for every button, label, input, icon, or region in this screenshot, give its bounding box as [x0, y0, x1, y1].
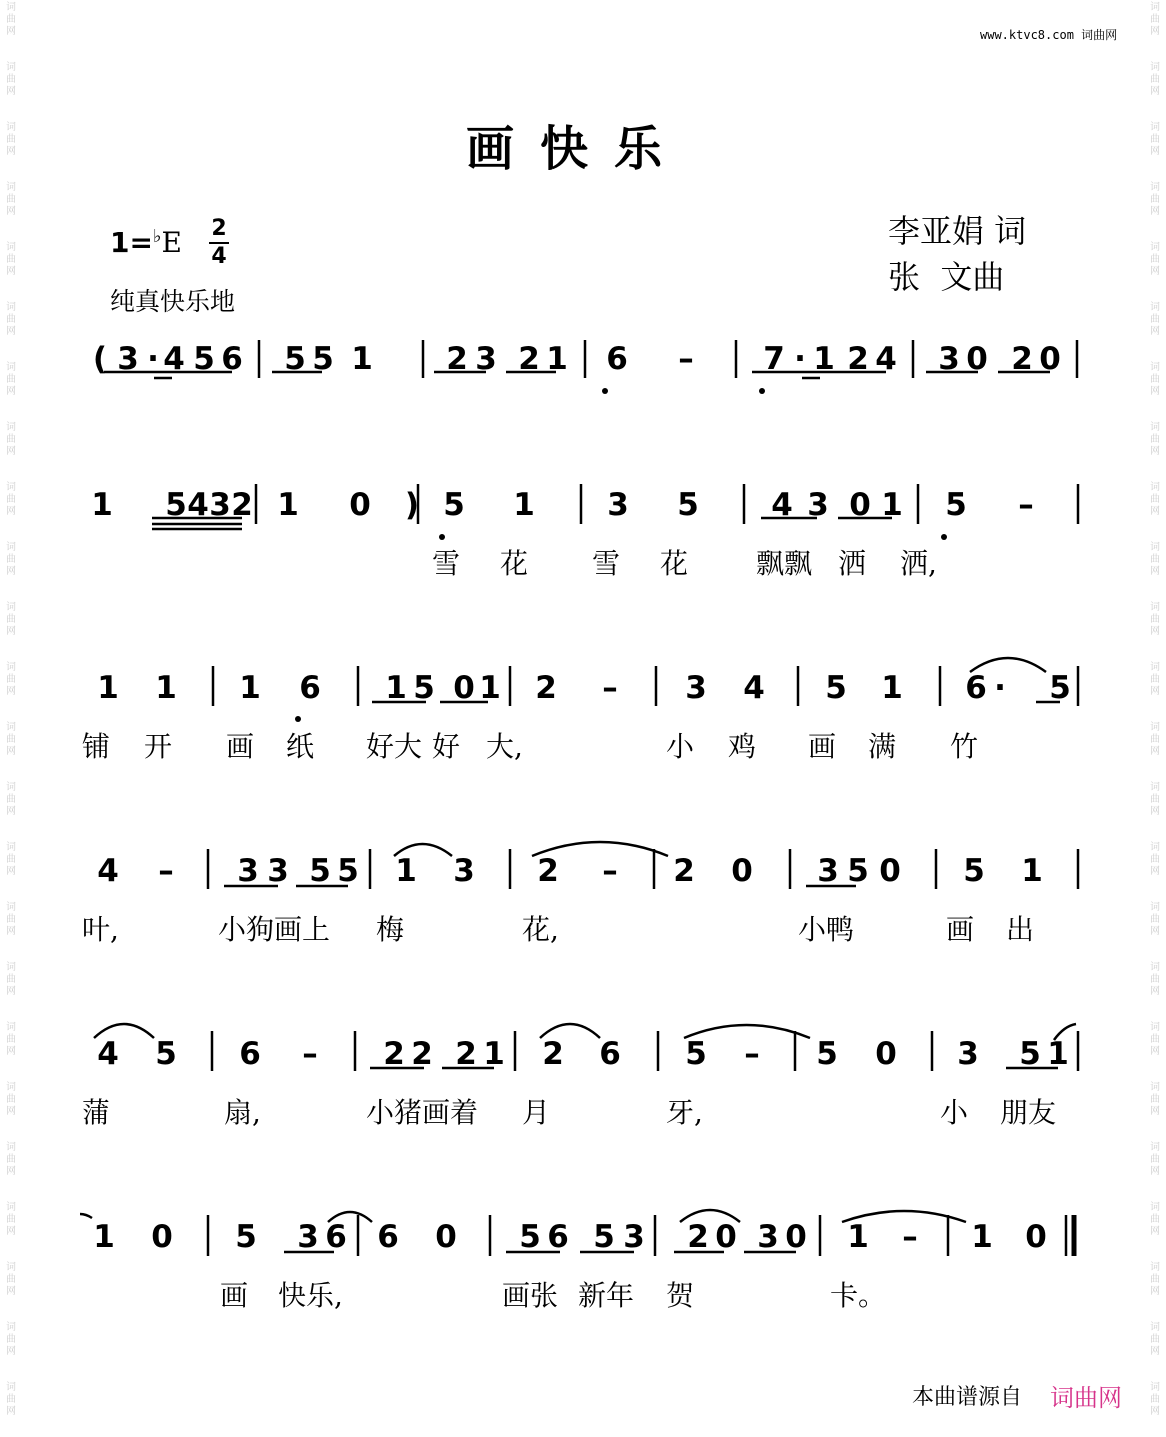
watermark-text: 词 曲 网 [1150, 242, 1160, 277]
key-note: E [161, 226, 182, 259]
note-symbol: 6 [221, 341, 243, 377]
lyric-syllable: 小 [666, 730, 695, 763]
note-symbol: 5 [945, 487, 967, 523]
note-symbol: 6 [547, 1219, 569, 1255]
watermark-text: 词 曲 网 [1150, 122, 1160, 157]
note-symbol: – [744, 1036, 760, 1072]
note-symbol: 0 [1025, 1219, 1047, 1255]
watermark-text: 词 曲 网 [6, 62, 16, 97]
note-symbol: 0 [349, 487, 371, 523]
note-symbol: 2 [847, 341, 869, 377]
lyric-syllable: 满 [868, 730, 897, 763]
watermark-text: 词 曲 网 [1150, 662, 1160, 697]
note-symbol: 1 [881, 487, 903, 523]
lyric-syllable: 洒, [900, 547, 937, 580]
watermark-text: 词 曲 网 [6, 842, 16, 877]
lyric-syllable: 画 [946, 913, 975, 946]
note-symbol: 0 [731, 853, 753, 889]
note-symbol: 1 [395, 853, 417, 889]
note-symbol: 3 [807, 487, 829, 523]
note-symbol: 3 [117, 341, 139, 377]
lyric-syllable: 朋友 [1000, 1096, 1057, 1129]
note-symbol: 0 [151, 1219, 173, 1255]
note-symbol: 2 [537, 853, 559, 889]
lyric-syllable: 铺 [82, 730, 111, 763]
note-symbol: 2 [673, 853, 695, 889]
note-symbol: – [678, 341, 694, 377]
watermark-text: 词 曲 网 [6, 302, 16, 337]
note-symbol: 1 [91, 487, 113, 523]
note-symbol: 5 [193, 341, 215, 377]
note-symbol: 4 [187, 487, 209, 523]
lyric-syllable: 小鸭 [798, 913, 855, 946]
note-symbol: 1 [813, 341, 835, 377]
watermark-text: 词 曲 网 [1150, 602, 1160, 637]
watermark-text: 词 曲 网 [6, 1382, 16, 1417]
note-symbol: 1 [93, 1219, 115, 1255]
lyric-syllable: 花 [500, 547, 529, 580]
site-header: www.ktvc8.com 词曲网 [980, 28, 1118, 42]
note-symbol: – [602, 670, 618, 706]
lyric-syllable: 小猪画着 [366, 1096, 479, 1129]
lyric-syllable: 花, [522, 913, 559, 946]
note-symbol: 0 [879, 853, 901, 889]
note-symbol: 2 [518, 341, 540, 377]
lyric-syllable: 小 [940, 1096, 969, 1129]
note-symbol: 3 [237, 853, 259, 889]
watermark-text: 词 曲 网 [6, 722, 16, 757]
note-symbol: 5 [677, 487, 699, 523]
watermark-text: 词 曲 网 [1150, 1202, 1160, 1237]
note-symbol: 1 [277, 487, 299, 523]
note-symbol: 5 [685, 1036, 707, 1072]
lyric-syllable: 花 [660, 547, 689, 580]
note-symbol: 0 [849, 487, 871, 523]
lyric-syllable: 画 [220, 1279, 249, 1312]
note-symbol: 2 [1011, 341, 1033, 377]
note-symbol: 4 [875, 341, 897, 377]
note-symbol: · [994, 670, 1006, 706]
note-symbol: 5 [519, 1219, 541, 1255]
note-symbol: ( [92, 341, 108, 377]
watermark-text: 词 曲 网 [1150, 62, 1160, 97]
note-symbol: 5 [593, 1219, 615, 1255]
lyricist-credit: 李亚娟 词 [888, 212, 1027, 250]
note-symbol: 7 [763, 341, 785, 377]
watermark-text: 词 曲 网 [1150, 962, 1160, 997]
note-symbol: 5 [337, 853, 359, 889]
note-symbol: 3 [297, 1219, 319, 1255]
note-symbol: 1 [546, 341, 568, 377]
lyric-syllable: 画 [808, 730, 837, 763]
lyric-syllable: 洒 [838, 547, 867, 580]
watermark-text: 词 曲 网 [1150, 902, 1160, 937]
watermark-text: 词 曲 网 [6, 122, 16, 157]
note-symbol: 1 [155, 670, 177, 706]
note-symbol: 2 [383, 1036, 405, 1072]
note-symbol: – [902, 1219, 918, 1255]
watermark-text: 词 曲 网 [1150, 842, 1160, 877]
note-symbol: 3 [607, 487, 629, 523]
watermark-text: 词 曲 网 [6, 1322, 16, 1357]
note-symbol: 6 [239, 1036, 261, 1072]
note-symbol: 2 [542, 1036, 564, 1072]
watermark-text: 词 曲 网 [6, 422, 16, 457]
lyric-syllable: 纸 [286, 730, 315, 763]
watermark-text: 词 曲 网 [6, 782, 16, 817]
note-symbol: 1 [1047, 1036, 1069, 1072]
note-symbol: 3 [938, 341, 960, 377]
lyric-syllable: 飘飘 [756, 547, 813, 580]
watermark-text: 词 曲 网 [6, 542, 16, 577]
watermark-text: 词 曲 网 [1150, 1382, 1160, 1417]
note-symbol: 6 [377, 1219, 399, 1255]
note-symbol: 1 [483, 1036, 505, 1072]
note-symbol: 5 [155, 1036, 177, 1072]
watermark-text: 词 曲 网 [1150, 1262, 1160, 1297]
watermark-text: 词 曲 网 [6, 482, 16, 517]
flat-symbol: ♭ [152, 226, 162, 247]
note-symbol: 5 [816, 1036, 838, 1072]
note-symbol: 3 [957, 1036, 979, 1072]
note-symbol: 5 [413, 670, 435, 706]
note-symbol: 2 [535, 670, 557, 706]
note-symbol: – [1018, 487, 1034, 523]
note-symbol: 0 [875, 1036, 897, 1072]
watermark-text: 词 曲 网 [1150, 2, 1160, 37]
lyric-syllable: 鸡 [728, 730, 757, 763]
watermark-text: 词 曲 网 [6, 1082, 16, 1117]
time-signature-top: 2 [211, 216, 227, 241]
lyric-syllable: 开 [144, 730, 173, 763]
note-symbol: 3 [757, 1219, 779, 1255]
note-symbol: · [794, 341, 806, 377]
note-symbol: 5 [1019, 1036, 1041, 1072]
note-symbol: 0 [966, 341, 988, 377]
note-symbol: 1 [97, 670, 119, 706]
note-symbol: 5 [312, 341, 334, 377]
note-symbol: 6 [299, 670, 321, 706]
lyric-syllable: 画 [226, 730, 255, 763]
note-symbol: 4 [163, 341, 185, 377]
watermark-text: 词 曲 网 [1150, 1082, 1160, 1117]
lyric-syllable: 出 [1006, 913, 1035, 946]
watermark-text: 词 曲 网 [1150, 1022, 1160, 1057]
lyric-syllable: 叶, [82, 913, 119, 946]
note-symbol: 5 [165, 487, 187, 523]
note-symbol: 4 [771, 487, 793, 523]
note-symbol: 4 [97, 853, 119, 889]
watermark-text: 词 曲 网 [6, 602, 16, 637]
watermark-text: 词 曲 网 [1150, 302, 1160, 337]
watermark-text: 词 曲 网 [6, 1202, 16, 1237]
footer-source: 本曲谱源自 [912, 1385, 1023, 1410]
footer-brand-link[interactable]: 词曲网 [1050, 1384, 1122, 1412]
note-symbol: 2 [446, 341, 468, 377]
note-symbol: 3 [685, 670, 707, 706]
note-symbol: 0 [1039, 341, 1061, 377]
note-symbol: 3 [623, 1219, 645, 1255]
note-symbol: 0 [435, 1219, 457, 1255]
note-symbol: 5 [235, 1219, 257, 1255]
note-symbol: 4 [743, 670, 765, 706]
note-symbol: 1 [513, 487, 535, 523]
watermark-text: 词 曲 网 [1150, 1142, 1160, 1177]
watermark-text: 词 曲 网 [6, 1022, 16, 1057]
lyric-syllable: 快乐, [278, 1279, 343, 1312]
watermark-text: 词 曲 网 [1150, 422, 1160, 457]
note-symbol: 0 [453, 670, 475, 706]
note-symbol: 5 [443, 487, 465, 523]
watermark-text: 词 曲 网 [6, 362, 16, 397]
lyric-syllable: 蒲 [82, 1096, 111, 1129]
note-symbol: ) [404, 487, 420, 523]
lyric-syllable: 小狗画上 [218, 913, 331, 946]
lyric-syllable: 好 [432, 730, 461, 763]
lyric-syllable: 雪 [592, 547, 621, 580]
note-symbol: 1 [239, 670, 261, 706]
watermark-text: 词 曲 网 [1150, 182, 1160, 217]
note-symbol: 5 [847, 853, 869, 889]
watermark-text: 词 曲 网 [1150, 782, 1160, 817]
note-symbol: 2 [687, 1219, 709, 1255]
note-symbol: 0 [715, 1219, 737, 1255]
note-symbol: 5 [825, 670, 847, 706]
note-symbol: 6 [325, 1219, 347, 1255]
lyric-syllable: 扇, [224, 1096, 261, 1129]
time-signature-bottom: 4 [211, 244, 227, 269]
composer-credit: 张 文曲 [888, 258, 1005, 296]
note-symbol: 1 [971, 1219, 993, 1255]
watermark-text: 词 曲 网 [1150, 362, 1160, 397]
note-symbol: 1 [351, 341, 373, 377]
note-symbol: – [602, 853, 618, 889]
note-symbol: 3 [209, 487, 231, 523]
watermark-text: 词 曲 网 [1150, 1322, 1160, 1357]
watermark-text: 词 曲 网 [6, 962, 16, 997]
note-symbol: 1 [479, 670, 501, 706]
note-symbol: 3 [475, 341, 497, 377]
note-symbol: 4 [97, 1036, 119, 1072]
note-symbol: 2 [455, 1036, 477, 1072]
watermark-text: 词 曲 网 [6, 182, 16, 217]
note-symbol: 1 [847, 1219, 869, 1255]
note-symbol: 3 [817, 853, 839, 889]
watermark-text: 词 曲 网 [6, 662, 16, 697]
lyric-syllable: 雪 [432, 547, 461, 580]
note-symbol: 2 [411, 1036, 433, 1072]
note-symbol: 1 [1021, 853, 1043, 889]
lyric-syllable: 新年 [578, 1279, 635, 1312]
watermark-text: 词 曲 网 [6, 2, 16, 37]
lyric-syllable: 画张 [502, 1279, 559, 1312]
note-symbol: – [158, 853, 174, 889]
lyric-syllable: 梅 [376, 913, 405, 946]
watermark-text: 词 曲 网 [6, 902, 16, 937]
watermark-text: 词 曲 网 [1150, 542, 1160, 577]
note-symbol: 2 [231, 487, 253, 523]
lyric-syllable: 月 [522, 1096, 551, 1129]
note-symbol: 6 [965, 670, 987, 706]
watermark-text: 词 曲 网 [6, 1262, 16, 1297]
note-symbol: 3 [267, 853, 289, 889]
watermark-text: 词 曲 网 [6, 242, 16, 277]
watermark-text: 词 曲 网 [6, 1142, 16, 1177]
note-symbol: 5 [309, 853, 331, 889]
note-symbol: 6 [599, 1036, 621, 1072]
note-symbol: 0 [785, 1219, 807, 1255]
note-symbol: 1 [385, 670, 407, 706]
key-prefix: 1= [110, 226, 153, 259]
song-title: 画快乐 [466, 121, 689, 177]
tempo-marking: 纯真快乐地 [110, 287, 236, 316]
note-symbol: 1 [881, 670, 903, 706]
note-symbol: 3 [453, 853, 475, 889]
watermark-text: 词 曲 网 [1150, 482, 1160, 517]
note-symbol: – [302, 1036, 318, 1072]
lyric-syllable: 大, [486, 730, 523, 763]
note-symbol: 5 [284, 341, 306, 377]
lyric-syllable: 卡。 [830, 1279, 887, 1312]
note-symbol: · [147, 341, 159, 377]
lyric-syllable: 竹 [950, 730, 979, 763]
lyric-syllable: 牙, [666, 1096, 703, 1129]
note-symbol: 5 [1049, 670, 1071, 706]
note-symbol: 5 [963, 853, 985, 889]
lyric-syllable: 贺 [666, 1279, 695, 1312]
lyric-syllable: 好大 [366, 730, 423, 763]
watermark-text: 词 曲 网 [1150, 722, 1160, 757]
note-symbol: 6 [606, 341, 628, 377]
